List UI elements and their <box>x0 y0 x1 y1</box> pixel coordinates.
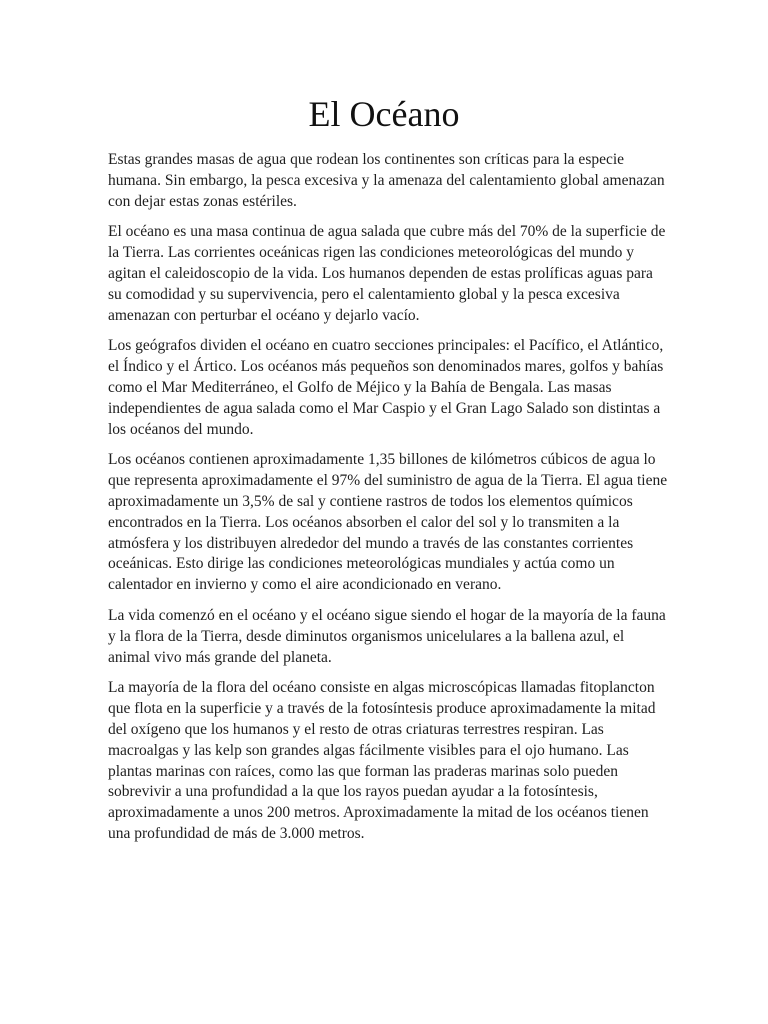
paragraph-3: Los geógrafos dividen el océano en cuatro secciones principales: el Pacífico, el Atlántico, el Índico y el Ártico. Los océanos más pequeños son denominados mares, golfos y bahías como el Mar Mediterráneo, el Golfo de Méjico y la Bahía de Bengala. Las masas independientes de agua salada como el Mar Caspio y el Gran Lago Salado son distintas a los océanos del mundo. <box>108 337 664 438</box>
paragraph-4: Los océanos contienen aproximadamente 1,35 billones de kilómetros cúbicos de agua lo que representa aproximadamente el 97% del suministro de agua de la Tierra. El agua tiene aproximadamente un 3,5% de sal y contiene rastros de todos los elementos químicos encontrados en la Tierra. Los océanos absorben el calor del sol y lo transmiten a la atmósfera y los distribuyen alrededor del mundo a través de las constantes corrientes oceánicas. Esto dirige las condiciones meteorológicas mundiales y actúa como un calentador en invierno y como el aire acondicionado en verano. <box>108 451 668 594</box>
paragraph-1: Estas grandes masas de agua que rodean los continentes son críticas para la especie humana. Sin embargo, la pesca excesiva y la amenaza del calentamiento global amenazan con dejar estas zonas estériles. <box>108 151 665 210</box>
paragraph-6: La mayoría de la flora del océano consiste en algas microscópicas llamadas fitoplancton que flota en la superficie y a través de la fotosíntesis produce aproximadamente la mitad del oxígeno que los humanos y el resto de otras criaturas terrestres respiran. Las macroalgas y las kelp son grandes algas fácilmente visibles para el ojo humano. Las plantas marinas con raíces, como las que forman las praderas marinas solo pueden sobrevivir a una profundidad a la que los rayos puedan ayudar a la fotosíntesis, aproximadamente a unos 200 metros. Aproximadamente la mitad de los océanos tienen una profundidad de más de 3.000 metros. <box>108 679 656 842</box>
paragraph-5: La vida comenzó en el océano y el océano sigue siendo el hogar de la mayoría de la fauna y la flora de la Tierra, desde diminutos organismos unicelulares a la ballena azul, el animal vivo más grande del planeta. <box>108 606 666 666</box>
document-title: El Océano <box>308 94 460 134</box>
paragraph-2: El océano es una masa continua de agua salada que cubre más del 70% de la superficie de la Tierra. Las corrientes oceánicas rigen las condiciones meteorológicas del mundo y agitan el caleidoscopio de la vida. Los humanos dependen de estas prolíficas aguas para su comodidad y su supervivencia, pero el calentamiento global y la pesca excesiva amenazan con perturbar el océano y dejarlo vacío. <box>108 223 666 324</box>
document-body <box>108 150 668 855</box>
